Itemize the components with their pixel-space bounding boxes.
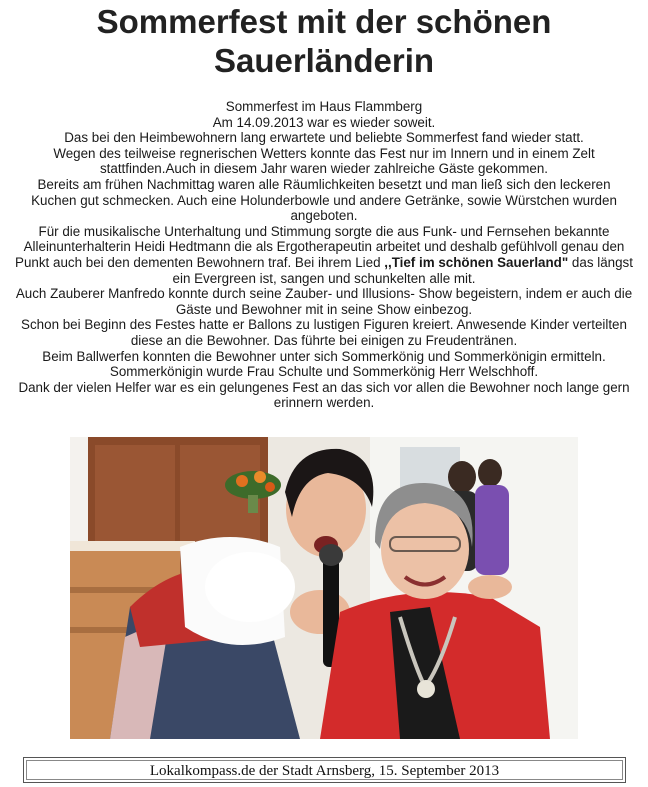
source-caption: Lokalkompass.de der Stadt Arnsberg, 15. September 2013 [23, 757, 626, 783]
article-paragraph: Wegen des teilweise regnerischen Wetters konnte das Fest nur im Innern und in einem Zelt stattfinden.Auch in diesem Jahr waren wieder zahlreiche Gäste gekommen. [53, 145, 595, 177]
article-date: Am 14.09.2013 war es wieder soweit. [212, 114, 436, 130]
headline-line-1: Sommerfest mit der schönen [96, 3, 552, 40]
article-subtitle: Sommerfest im Haus Flammberg [225, 99, 423, 114]
article-paragraph: Auch Zauberer Manfredo konnte durch seine Zauber- und Illusions- Show begeistern, indem er auch die Gäste und Bewohner mit in seine Show einbezog. [15, 286, 633, 317]
event-photo-illustration [70, 437, 578, 739]
headline [0, 2, 648, 80]
article-paragraph-entertainment [14, 224, 634, 286]
entertainment-text-b: das längst ein Evergreen ist, sangen und schunkelten alle mit. [172, 254, 633, 286]
article-paragraph: Dank der vielen Helfer war es ein gelungenes Fest an das sich vor allen die Bewohner noch lange gern erinnern werden. [18, 379, 630, 411]
article-paragraph: Bereits am frühen Nachmittag waren alle Räumlichkeiten besetzt und man ließ sich den leckeren Kuchen gut schmecken. Auch eine Holunderbowle und andere Getränke, sowie Würstchen wurden angeboten. [31, 176, 617, 224]
article-paragraph: Beim Ballwerfen konnten die Bewohner unter sich Sommerkönig und Sommerkönigin ermitteln. [42, 348, 606, 364]
headline-line-2: Sauerländerin [213, 42, 435, 79]
article-paragraph: Schon bei Beginn des Festes hatte er Ballons zu lustigen Figuren kreiert. Anwesende Kinder verteilten diese an die Bewohner. Das führte bei einigen zu Freudentränen. [21, 317, 627, 348]
entertainment-text-a: Für die musikalische Unterhaltung und Stimmung sorgte die aus Funk- und Fernsehen bekannte Alleinunterhalterin Heidi Hedtmann die als Ergotherapeutin arbeitet und deshalb gefühlvoll genau den Punkt auch bei den dementen Bewohnern traf. Bei ihrem Lied [15, 223, 625, 270]
article-paragraph: Das bei den Heimbewohnern lang erwartete und beliebte Sommerfest fand wieder statt. [64, 130, 584, 146]
song-title: ,,Tief im schönen Sauerland" [384, 254, 569, 270]
event-photo [70, 437, 578, 739]
article-body [14, 99, 634, 411]
article-paragraph: Sommerkönigin wurde Frau Schulte und Sommerkönig Herr Welschhoff. [109, 364, 539, 380]
